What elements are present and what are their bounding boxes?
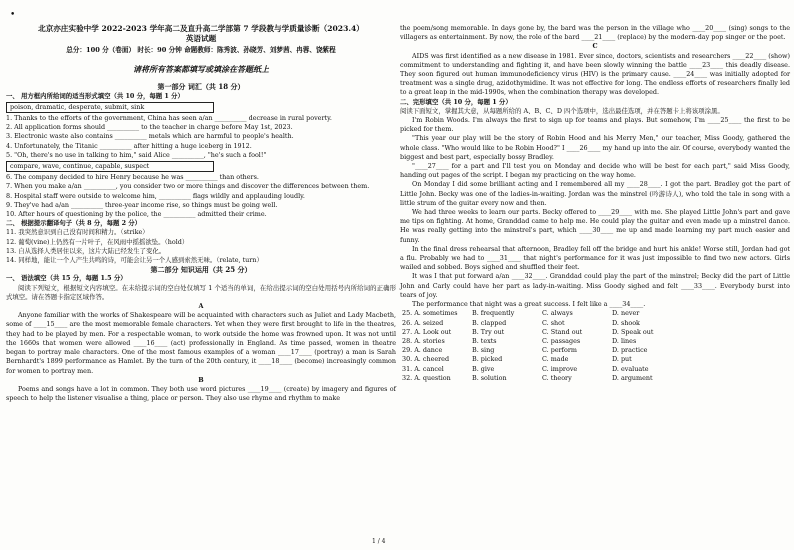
option-row [402, 365, 790, 374]
option-choice: 31. A. cancel [402, 364, 444, 373]
translation-item: 13. 自从选择人类居住以来，这片大陆已经发生了变化。 [6, 246, 166, 255]
option-choice: D. practice [612, 346, 648, 355]
grammar-instructions: 阅读下列短文，根据短文内容填空。在未给提示词的空白处仅填写 1 个适当的单词，在给出提示词的空白处用括号内所给词的正确形式填空。请在答题卡指定区域作答。 [6, 283, 396, 301]
section2-title: 二、 根据提示翻译句子（共 8 分，每题 2 分） [6, 219, 142, 228]
option-choice: B. sing [472, 346, 495, 355]
section4-title: 二、完形填空（共 10 分，每题 1 分） [400, 97, 512, 106]
option-row [402, 309, 790, 318]
question-item: 7. When you make a/an __________, you consider two or more things and discover the differences between them. [6, 182, 370, 191]
question-item: 5. "Oh, there's no use in talking to him," said Alice __________, "he's such a fool!" [6, 150, 267, 159]
story-paragraph: It was I that put forward a/an ____32____. Granddad could play the part of the minstrel; Becky did the part of Little John and Carly could have her part as lady-in-waiting. Miss Goody sighed and felt ____33____. Everybody burst into tears of joy. [400, 272, 790, 299]
option-choice: 25. A. sometimes [402, 309, 458, 318]
passage-c: AIDS was first identified as a new disease in 1981. Ever since, doctors, scientists and researchers ____22____ (show) commitment to understanding and fighting it, and have been slowly winning the battle ____23____ this deadly disease. They soon figured out human immunodeficiency virus (HIV) is the primary cause. ____24____ was initially adopted for treatment was a single drug, azidothymidine. It was not effective for long. The endless efforts of researchers finally led to a great leap in the mid-1990s, when the combination therapy was developed. [400, 51, 790, 97]
story-paragraph: I'm Robin Woods. I'm always the first to sign up for teams and plays. But somehow, I'm ____25____ the first to be picked for them. [400, 116, 790, 134]
translation-item: 12. 葡萄(vine)上仍然有一片叶子，在风雨中摇摇欲坠。（hold） [6, 237, 189, 246]
option-row [402, 374, 790, 383]
option-choice: B. solution [472, 373, 507, 382]
passage-a-label: A [198, 302, 204, 311]
passage-a: Anyone familiar with the works of Shakespeare will be acquainted with characters such as Juliet and Lady Macbeth, some of ____15____ are the most memorable female characters. Yet when they were first brought to life in the theatres, they had to be played by men. For a respectable woman, to work outside the home was frowned upon. It was not until the 1660s that women were allowed ____16____ (act) professionally in England. As time passed, women in theatre began to portray male characters. One of the most famous examples of a woman ____17____ (portray) a man is Sarah Bernhardt's 1899 performance as Hamlet. By the turn of the 20th century, it ____18____ (become) increasingly common for women to portray men. [6, 311, 396, 375]
option-choice: C. passages [542, 336, 581, 345]
option-choice: C. improve [542, 364, 578, 373]
option-row [402, 337, 790, 346]
section3-title: 一、 语法填空（共 15 分，每题 1.5 分） [6, 274, 127, 283]
option-choice: 28. A. stories [402, 336, 445, 345]
option-choice: D. Speak out [612, 327, 654, 336]
option-choice: D. lines [612, 336, 637, 345]
option-choice: 26. A. seized [402, 318, 444, 327]
story-paragraph: "This year our play will be the story of Robin Hood and his Merry Men," our teacher, Miss Goody, gathered the whole class. "Who would like to be Robin Hood?" I ____26____ my hand up into the air. Of course, everybody wanted the biggest and best part, especially bossy Bradley. [400, 134, 790, 161]
option-choice: 29. A. dance [402, 346, 443, 355]
title-line-1: 北京亦庄实验中学 2022-2023 学年高二及直升高二学部第 7 学段教与学质量诊断（2023.4） [38, 24, 364, 33]
option-choice: D. never [612, 309, 640, 318]
option-choice: C. made [542, 355, 569, 364]
left-column [6, 0, 396, 403]
question-item: 9. They've had a/an __________ three-year income rise, so things must be going well. [6, 200, 278, 209]
question-list-3 [6, 228, 396, 265]
question-item: 6. The company decided to hire Henry because he was __________ than others. [6, 173, 259, 182]
passage-b-label: B [198, 375, 204, 384]
option-row [402, 355, 790, 364]
option-row [402, 346, 790, 355]
passage-b-continued: the poem/song memorable. In days gone by, the bard was the person in the village who ____20____ (sing) songs to the villagers as entertainment. By now, the role of the bard ____21____ (replace) by the modern-day pop singer or the poet. [400, 24, 790, 42]
option-choice: D. argument [612, 373, 653, 382]
option-choice: D. put [612, 355, 632, 364]
cloze-story [400, 116, 790, 309]
option-choice: B. texts [472, 336, 497, 345]
question-item: 10. After hours of questioning by the police, the __________ admitted their crime. [6, 210, 267, 219]
cloze-instructions: 阅读下面短文，掌握其大意，从每题所给的 A、B、C、D 四个选项中，选出最佳选项，并在答题卡上将该项涂黑。 [400, 106, 724, 115]
option-row [402, 319, 790, 328]
passage-c-label: C [592, 42, 598, 51]
option-choice: B. give [472, 364, 495, 373]
story-paragraph: We had three weeks to learn our parts. Becky offered to ____29____ with me. She played Little John's part and gave me tips on fighting. At home, Granddad came to help me. He could play the guitar and even made up a minstrel dance. He was really getting into the minstrel's part, which ____30____ me up and made learning my part much easier and funny. [400, 208, 790, 244]
story-paragraph: On Monday I did some brilliant acting and I remembered all my ____28____. I got the part. Bradley got the part of Little John. Becky was one of the ladies-in-waiting. Jordan was the minstrel (吟游诗人), who told the tale in song with a little strum of the guitar every now and then. [400, 180, 790, 207]
title-line-2: 英语试题 [185, 33, 217, 43]
option-choice: B. clapped [472, 318, 507, 327]
question-item: 4. Unfortunately, the Titanic __________ after hitting a huge iceberg in 1912. [6, 141, 252, 150]
translation-item: 11. 我突然意识到自己没有时间和精力。（strike） [6, 228, 149, 237]
passage-b: Poems and songs have a lot in common. They both use word pictures ____19____ (create) by imagery and figures of speech to help the listener visualise a thing, place or person. They also use rhyme and rhythm to make [6, 384, 396, 403]
option-choice: C. perform [542, 346, 577, 355]
exam-title [6, 24, 396, 43]
answer-notice: 请将所有答案都填写或填涂在答题纸上 [133, 64, 269, 75]
translation-item: 14. 同样地，能让一个人产生共鸣的诗，可能会让另一个人感到索然无味。（relate, turn） [6, 256, 263, 265]
question-item: 2. All application forms should __________ to the teacher in charge before May 1st, 2023. [6, 123, 293, 132]
page-number: 1 / 4 [372, 538, 386, 545]
right-column [400, 24, 790, 383]
word-box-1: poison, dramatic, desperate, submit, sink [6, 102, 214, 113]
option-choice: C. Stand out [542, 327, 583, 336]
exam-meta: 总分：100 分（卷面） 时长：90 分钟 命题教师：陈秀波、孙晓芳、刘梦茜、冉蓉、饶紫程 [66, 46, 336, 54]
word-box-2: compare, wave, continue, capable, suspect [6, 161, 214, 172]
mark-dot: • [10, 10, 16, 20]
option-choice: D. evaluate [612, 364, 649, 373]
story-paragraph: The performance that night was a great success. I felt like a ____34____. [412, 300, 646, 309]
question-item: 3. Electronic waste also contains __________ metals which are harmful to people's health. [6, 132, 294, 141]
section1-title: 一、 用方框内所给词的适当形式填空（共 10 分，每题 1 分） [6, 91, 184, 100]
question-list-1 [6, 114, 396, 160]
part2-title: 第二部分 知识运用（共 25 分） [150, 265, 252, 275]
cloze-options [400, 309, 790, 383]
question-item: 1. Thanks to the efforts of the government, China has seen a/an __________ decrease in rural poverty. [6, 114, 332, 123]
story-paragraph: In the final dress rehearsal that afternoon, Bradley fell off the bridge and hurt his ankle! Worse still, Jordan had got a flu. Probably we had to ____31____ that night's performance for it was just impossible to find two new actors. Girls wailed and sobbed. Boys sighed and shuffled their feet. [400, 244, 790, 272]
option-choice: B. Try out [472, 327, 505, 336]
option-choice: C. theory [542, 373, 572, 382]
story-paragraph: "____27____ for a part and I'll test you on Monday and decide who will be best for each part," said Miss Goody, handing out pages of the script. I began my practicing on the way home. [400, 162, 790, 180]
option-choice: D. shook [612, 318, 640, 327]
option-choice: C. shot [542, 318, 565, 327]
option-choice: C. always [542, 309, 573, 318]
option-choice: 27. A. Look out [402, 327, 452, 336]
question-list-2 [6, 173, 396, 219]
part1-title: 第一部分 词汇（共 18 分） [157, 82, 245, 92]
option-choice: B. picked [472, 355, 503, 364]
question-item: 8. Hospital staff were outside to welcome him, __________ flags wildly and applauding loudly. [6, 191, 305, 200]
option-choice: 32. A. question [402, 373, 451, 382]
option-choice: B. frequently [472, 309, 515, 318]
option-row [402, 328, 790, 337]
option-choice: 30. A. cheered [402, 355, 450, 364]
